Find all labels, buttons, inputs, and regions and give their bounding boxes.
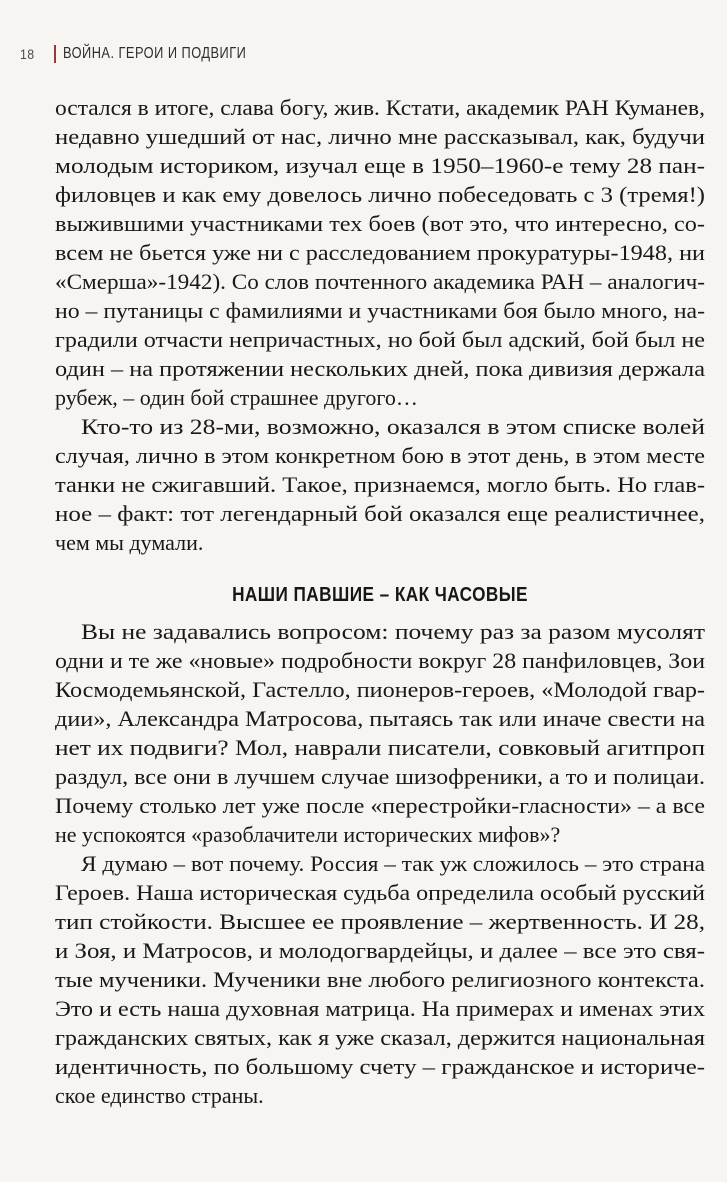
text-line: нет их подвиги? Мол, наврали писатели, совковый агитпроп — [55, 735, 705, 760]
text-line: один – на протяжении нескольких дней, пока дивизия держала — [55, 356, 705, 381]
text-line: не успокоятся «разоблачители исторических мифов»? — [55, 822, 561, 847]
text-line: рубеж, – один бой страшнее другого… — [55, 385, 418, 410]
text-line: Вы не задавались вопросом: почему раз за разом мусолят — [81, 619, 705, 644]
page-content — [55, 93, 705, 1110]
text-line: чем мы думали. — [55, 530, 204, 555]
text-line: «Смерша»-1942). Со слов почтенного академика РАН – аналогич- — [55, 269, 706, 294]
text-line: Я думаю – вот почему. Россия – так уж сложилось – это страна — [81, 851, 705, 876]
text-line: раздул, все они в лучшем случае шизофреники, а то и полицаи. — [55, 764, 705, 789]
text-line: Космодемьянской, Гастелло, пионеров-героев, «Молодой гвар- — [55, 677, 705, 702]
text-line: гражданских святых, как я уже сказал, держится национальная — [55, 1025, 705, 1050]
text-line: молодым историком, изучал еще в 1950–1960-е тему 28 пан- — [55, 153, 705, 178]
text-line: Почему столько лет уже после «перестройки-гласности» – а все — [55, 793, 705, 818]
paragraph — [55, 617, 705, 849]
text-line: случая, лично в этом конкретном бою в этот день, в этом месте — [55, 443, 705, 468]
section-heading-text: НАШИ ПАВШИЕ – КАК ЧАСОВЫЕ — [232, 584, 528, 606]
text-line: и Зоя, и Матросов, и молодогвардейцы, и далее – все это свя- — [55, 938, 705, 963]
text-line: танки не сжигавший. Такое, признаемся, могло быть. Но глав- — [55, 472, 705, 497]
text-line: ское единство страны. — [55, 1083, 264, 1108]
running-head-title: ВОЙНА. ГЕРОИ И ПОДВИГИ — [63, 45, 247, 62]
page-header — [20, 44, 292, 64]
text-line: тые мученики. Мученики вне любого религиозного контекста. — [55, 967, 705, 992]
text-line: Героев. Наша историческая судьба определила особый русский — [55, 880, 705, 905]
paragraph — [55, 849, 705, 1110]
text-line: филовцев и как ему довелось лично побеседовать с 3 (тремя!) — [55, 182, 705, 207]
text-line: недавно ушедший от нас, лично мне рассказывал, как, будучи — [55, 124, 706, 149]
text-line: остался в итоге, слава богу, жив. Кстати, академик РАН Куманев, — [55, 95, 705, 120]
paragraph — [55, 412, 705, 557]
text-line: одни и те же «новые» подробности вокруг 28 панфиловцев, Зои — [55, 648, 705, 673]
text-line: тип стойкости. Высшее ее проявление – жертвенность. И 28, — [55, 909, 705, 934]
text-line: Кто-то из 28-ми, возможно, оказался в этом списке волей — [81, 414, 705, 439]
text-line: дии», Александра Матросова, пытаясь так или иначе свести на — [55, 706, 705, 731]
header-separator-bar — [54, 45, 56, 63]
text-line: всем не бьется уже ни с расследованием прокуратуры-1948, ни — [55, 240, 705, 265]
paragraph — [55, 93, 705, 412]
section-heading — [55, 583, 705, 605]
text-line: выжившими участниками тех боев (вот это, что интересно, со- — [55, 211, 705, 236]
page-number: 18 — [20, 46, 35, 62]
text-line: но – путаницы с фамилиями и участниками боя было много, на- — [55, 298, 705, 323]
text-line: идентичность, по большому счету – гражданское и историче- — [55, 1054, 706, 1079]
text-line: градили отчасти непричастных, но бой был адский, бой был не — [55, 327, 705, 352]
text-line: ное – факт: тот легендарный бой оказался еще реалистичнее, — [55, 501, 705, 526]
text-line: Это и есть наша духовная матрица. На примерах и именах этих — [55, 996, 705, 1021]
